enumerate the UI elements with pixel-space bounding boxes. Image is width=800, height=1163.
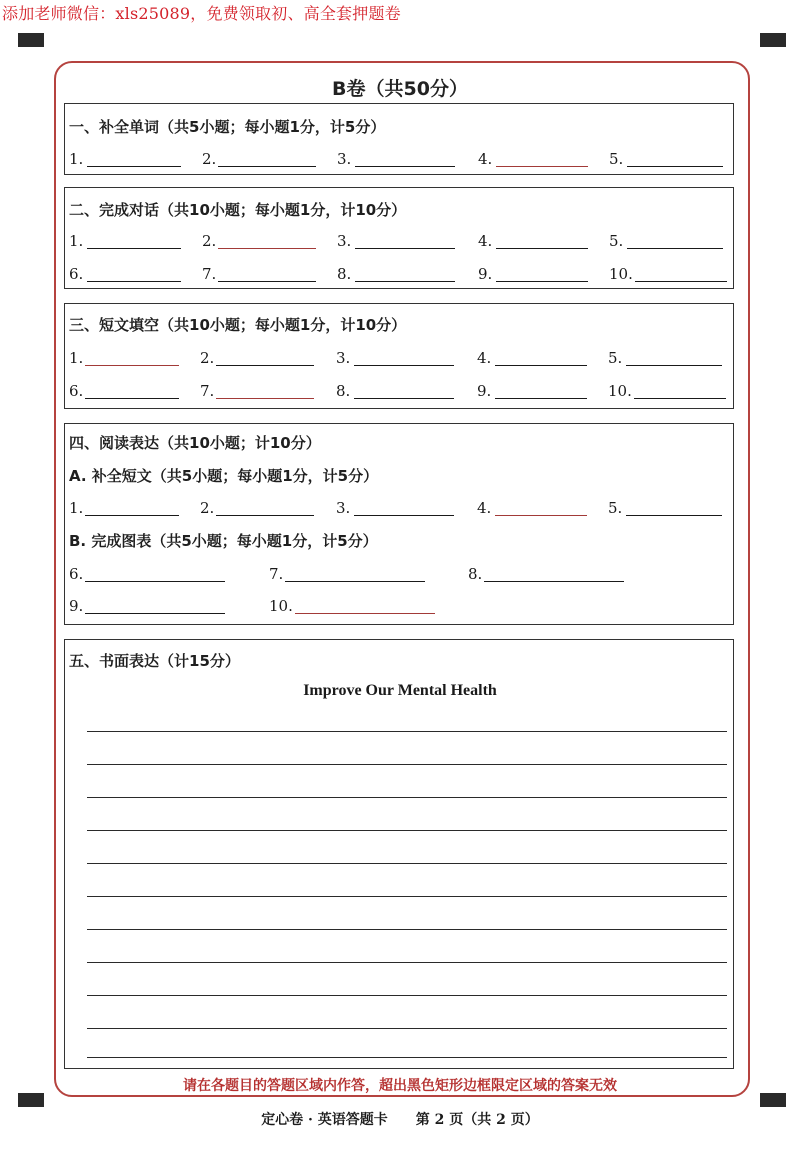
answer-blank-4[interactable] <box>495 365 587 366</box>
answer-blank-3[interactable] <box>354 515 454 516</box>
answer-blank-2[interactable] <box>216 365 314 366</box>
section-title: 二、完成对话（共10小题；每小题1分，计10分） <box>69 201 407 219</box>
answer-blank-7[interactable] <box>218 281 316 282</box>
section-complete-words <box>64 103 734 175</box>
writing-line[interactable] <box>87 929 727 930</box>
card-title: B卷（共50分） <box>332 78 468 100</box>
writing-line[interactable] <box>87 797 727 798</box>
item-label: 8. <box>337 265 352 283</box>
item-label: 2. <box>202 232 217 250</box>
item-label: 7. <box>200 382 215 400</box>
section-writing <box>64 639 734 1069</box>
item-label: 8. <box>336 382 351 400</box>
section-passage-fill <box>64 303 734 409</box>
registration-mark <box>18 1093 44 1107</box>
section-title: 三、短文填空（共10小题；每小题1分，计10分） <box>69 316 407 334</box>
item-label: 6. <box>69 382 84 400</box>
item-label: 2. <box>200 349 215 367</box>
answer-blank-1[interactable] <box>87 166 181 167</box>
item-label: 2. <box>200 499 215 517</box>
answer-blank-4[interactable] <box>496 166 588 167</box>
answer-blank-8[interactable] <box>355 281 455 282</box>
answer-blank-5[interactable] <box>626 365 722 366</box>
answer-blank-6[interactable] <box>85 581 225 582</box>
section-title: 一、补全单词（共5小题；每小题1分，计5分） <box>69 118 386 136</box>
item-label: 9. <box>478 265 493 283</box>
answer-blank-8[interactable] <box>354 398 454 399</box>
writing-line[interactable] <box>87 995 727 996</box>
item-label: 9. <box>477 382 492 400</box>
answer-blank-4[interactable] <box>496 248 588 249</box>
item-label: 4. <box>478 150 493 168</box>
part-b-title: B. 完成图表（共5小题；每小题1分，计5分） <box>69 532 378 550</box>
answer-blank-5[interactable] <box>627 166 723 167</box>
answer-blank-2[interactable] <box>218 248 316 249</box>
writing-line[interactable] <box>87 1028 727 1029</box>
item-label: 1. <box>69 150 84 168</box>
section-title: 四、阅读表达（共10小题；计10分） <box>69 434 321 452</box>
answer-blank-3[interactable] <box>355 248 455 249</box>
item-label: 3. <box>336 499 351 517</box>
answer-blank-2[interactable] <box>216 515 314 516</box>
item-label: 10. <box>609 265 633 283</box>
item-label: 7. <box>269 565 284 583</box>
answer-blank-6[interactable] <box>87 281 181 282</box>
item-label: 3. <box>336 349 351 367</box>
item-label: 2. <box>202 150 217 168</box>
answer-blank-10[interactable] <box>634 398 726 399</box>
answer-blank-6[interactable] <box>85 398 179 399</box>
item-label: 6. <box>69 565 84 583</box>
item-label: 6. <box>69 265 84 283</box>
registration-mark <box>18 33 44 47</box>
writing-line[interactable] <box>87 764 727 765</box>
answer-blank-10[interactable] <box>295 613 435 614</box>
writing-line[interactable] <box>87 962 727 963</box>
item-label: 3. <box>337 150 352 168</box>
item-label: 7. <box>202 265 217 283</box>
item-label: 10. <box>608 382 632 400</box>
answer-blank-4[interactable] <box>495 515 587 516</box>
item-label: 10. <box>269 597 293 615</box>
section-title: 五、书面表达（计15分） <box>69 652 240 670</box>
registration-mark <box>760 33 786 47</box>
watermark-text: 添加老师微信：xls25089，免费领取初、高全套押题卷 <box>2 4 401 23</box>
answer-blank-3[interactable] <box>354 365 454 366</box>
writing-line[interactable] <box>87 896 727 897</box>
answer-blank-9[interactable] <box>496 281 588 282</box>
answer-blank-7[interactable] <box>285 581 425 582</box>
answer-blank-1[interactable] <box>85 365 179 366</box>
item-label: 5. <box>609 150 624 168</box>
answer-blank-9[interactable] <box>495 398 587 399</box>
item-label: 1. <box>69 349 84 367</box>
answer-blank-5[interactable] <box>627 248 723 249</box>
item-label: 3. <box>337 232 352 250</box>
writing-line[interactable] <box>87 830 727 831</box>
answer-blank-7[interactable] <box>216 398 314 399</box>
item-label: 5. <box>608 349 623 367</box>
answer-blank-8[interactable] <box>484 581 624 582</box>
item-label: 4. <box>477 499 492 517</box>
answer-blank-10[interactable] <box>635 281 727 282</box>
writing-line[interactable] <box>87 731 727 732</box>
item-label: 4. <box>477 349 492 367</box>
writing-line[interactable] <box>87 863 727 864</box>
answer-blank-1[interactable] <box>87 248 181 249</box>
item-label: 1. <box>69 232 84 250</box>
page-footer: 定心卷 · 英语答题卡 第 2 页（共 2 页） <box>261 1112 539 1128</box>
item-label: 5. <box>608 499 623 517</box>
item-label: 4. <box>478 232 493 250</box>
section-complete-dialogue <box>64 187 734 289</box>
answer-blank-1[interactable] <box>85 515 179 516</box>
writing-line[interactable] <box>87 1057 727 1058</box>
answer-blank-3[interactable] <box>355 166 455 167</box>
answer-area-notice: 请在各题目的答题区域内作答，超出黑色矩形边框限定区域的答案无效 <box>183 1078 617 1094</box>
answer-blank-2[interactable] <box>218 166 316 167</box>
item-label: 5. <box>609 232 624 250</box>
answer-blank-5[interactable] <box>626 515 722 516</box>
item-label: 8. <box>468 565 483 583</box>
item-label: 9. <box>69 597 84 615</box>
registration-mark <box>760 1093 786 1107</box>
item-label: 1. <box>69 499 84 517</box>
essay-title: Improve Our Mental Health <box>303 682 497 699</box>
section-reading-expression <box>64 423 734 625</box>
answer-blank-9[interactable] <box>85 613 225 614</box>
part-a-title: A. 补全短文（共5小题；每小题1分，计5分） <box>69 467 379 485</box>
